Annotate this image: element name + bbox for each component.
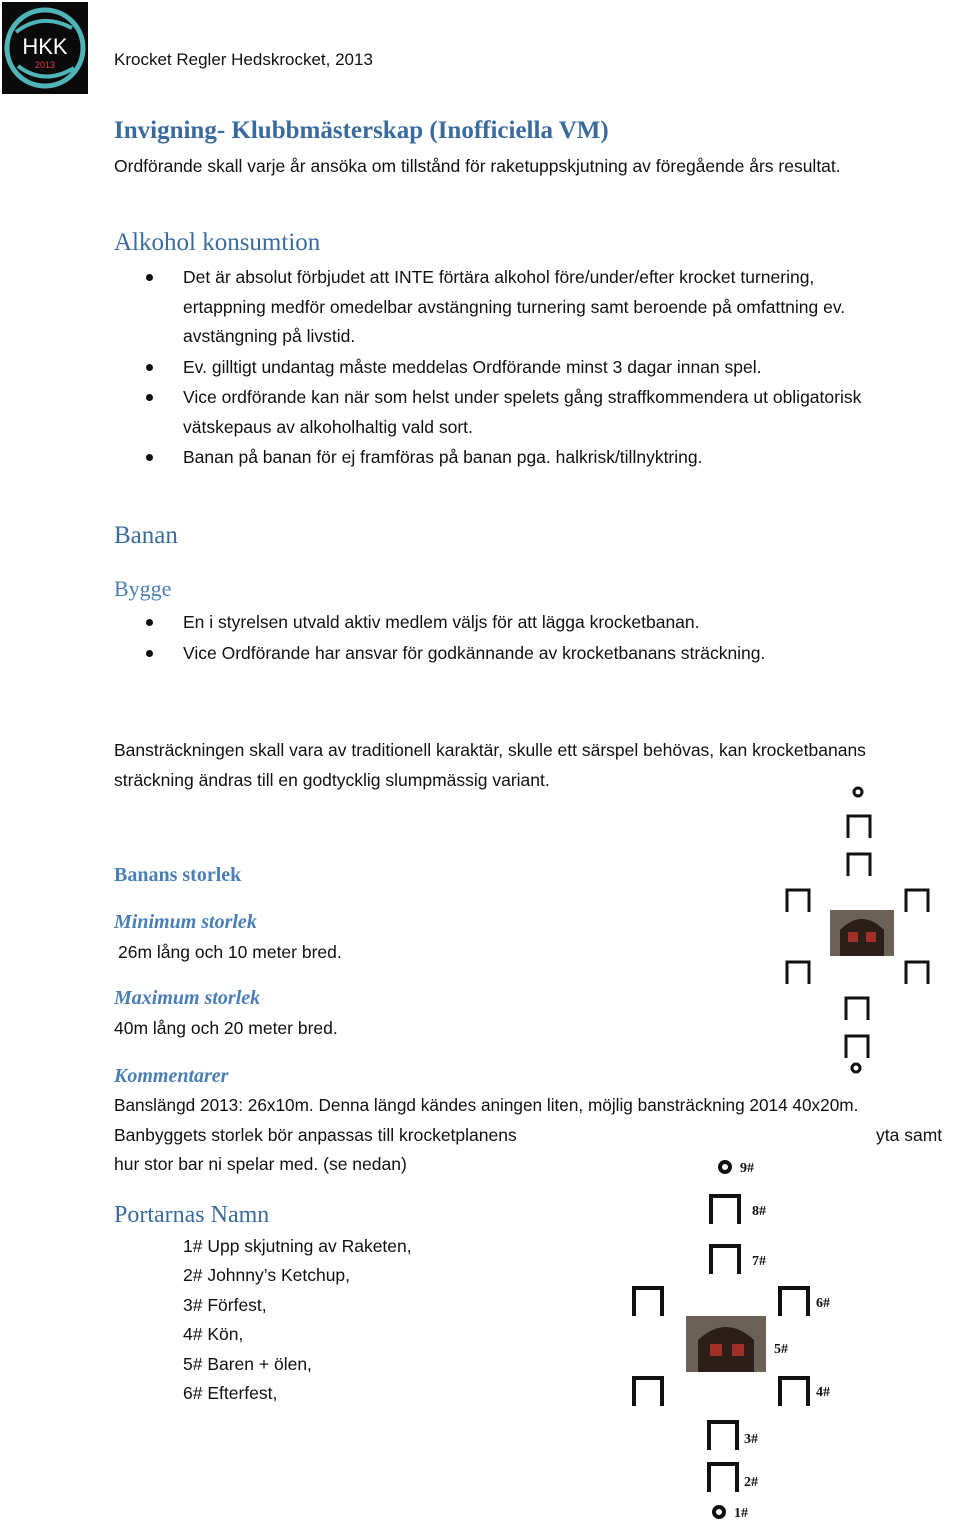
hoop-label-8: 8#: [752, 1204, 766, 1219]
hoop-icon: [711, 1196, 739, 1224]
hoop-icon: [780, 1288, 808, 1316]
max-storlek-text: 40m lång och 20 meter bred.: [114, 1018, 338, 1038]
hoop-icon: [709, 1464, 737, 1492]
stake-icon: [854, 788, 862, 796]
bullet-dot: [146, 619, 153, 626]
bullet-dot: [146, 394, 153, 401]
min-storlek-heading: Minimum storlek: [114, 911, 257, 933]
invigning-heading: Invigning- Klubbmästerskap (Inofficiella VM): [114, 117, 609, 144]
course-diagram-small: [770, 780, 950, 1080]
bullet-dot: [146, 650, 153, 657]
alkohol-heading: Alkohol konsumtion: [114, 229, 321, 256]
kommentarer-line-3: hur stor bar ni spelar med. (se nedan): [114, 1154, 407, 1174]
stake-icon: [714, 1507, 724, 1517]
alkohol-bullet-3-line-2: vätskepaus av alkoholhaltig vald sort.: [183, 417, 473, 437]
bullet-dot: [146, 364, 153, 371]
stake-icon: [720, 1162, 730, 1172]
kommentarer-line-2b: yta samt: [876, 1125, 943, 1145]
hoop-icon: [906, 962, 928, 984]
hoop-icon: [711, 1246, 739, 1274]
banan-paragraph-line-1: Bansträckningen skall vara av traditionell karaktär, skulle ett särspel behövas, kan krocketbanans: [114, 740, 866, 760]
alkohol-bullet-2: Ev. gilltigt undantag måste meddelas Ordförande minst 3 dagar innan spel.: [183, 357, 762, 377]
course-diagram-numbered: [610, 1150, 870, 1520]
logo-year: 2013: [34, 60, 56, 70]
hoop-label-2: 2#: [744, 1475, 758, 1490]
hoop-icon: [848, 816, 870, 838]
alkohol-bullet-1-line-2: ertappning medför omedelbar avstängning turnering samt beroende på omfattning ev.: [183, 297, 846, 317]
hoop-icon: [787, 962, 809, 984]
port-item: 3# Förfest,: [183, 1295, 267, 1315]
stake-icon: [852, 1064, 860, 1072]
kommentarer-heading: Kommentarer: [114, 1065, 229, 1087]
hoop-label-4: 4#: [816, 1385, 830, 1400]
alkohol-bullet-1-line-3: avstängning på livstid.: [183, 326, 356, 346]
hoop-icon: [848, 854, 870, 876]
document-header-title: Krocket Regler Hedskrocket, 2013: [114, 50, 373, 69]
logo-text: HKK: [22, 34, 68, 59]
bygge-bullet-1: En i styrelsen utvald aktiv medlem väljs för att lägga krocketbanan.: [183, 612, 700, 632]
hoop-icon: [780, 1378, 808, 1406]
bygge-heading: Bygge: [114, 576, 172, 601]
storlek-heading: Banans storlek: [114, 864, 242, 886]
port-item: 2# Johnny’s Ketchup,: [183, 1265, 351, 1285]
hoop-icon: [846, 998, 868, 1020]
hoop-label-6: 6#: [816, 1296, 830, 1311]
hoop-icon: [634, 1288, 662, 1316]
bar-photo-icon: [686, 1316, 766, 1372]
kommentarer-line-1: Banslängd 2013: 26x10m. Denna längd kändes aningen liten, möjlig bansträckning 2014 40x20m.: [114, 1095, 859, 1115]
portar-heading: Portarnas Namn: [114, 1202, 270, 1228]
hoop-icon: [846, 1036, 868, 1058]
bullet-dot: [146, 454, 153, 461]
hoop-label-3: 3#: [744, 1432, 758, 1447]
min-storlek-text: 26m lång och 10 meter bred.: [118, 942, 342, 962]
hoop-label-5: 5#: [774, 1342, 788, 1357]
club-logo: [2, 2, 88, 94]
hoop-icon: [787, 890, 809, 912]
alkohol-bullet-3-line-1: Vice ordförande kan när som helst under spelets gång straffkommendera ut obligatorisk: [183, 387, 862, 407]
hoop-label-1: 1#: [734, 1506, 748, 1520]
hoop-label-9: 9#: [740, 1161, 754, 1176]
alkohol-bullet-1-line-1: Det är absolut förbjudet att INTE förtära alkohol före/under/efter krocket turnering,: [183, 267, 815, 287]
port-item: 4# Kön,: [183, 1324, 244, 1344]
kommentarer-line-2a: Banbyggets storlek bör anpassas till krocketplanens: [114, 1125, 517, 1145]
hoop-icon: [906, 890, 928, 912]
bygge-bullet-2: Vice Ordförande har ansvar för godkännande av krocketbanans sträckning.: [183, 643, 766, 663]
banan-paragraph-line-2: sträckning ändras till en godtycklig slumpmässig variant.: [114, 770, 550, 790]
bar-photo-icon: [830, 910, 894, 956]
invigning-text: Ordförande skall varje år ansöka om tillstånd för raketuppskjutning av föregående års resultat.: [114, 156, 841, 176]
hoop-icon: [709, 1422, 737, 1450]
port-item: 6# Efterfest,: [183, 1383, 278, 1403]
hoop-label-7: 7#: [752, 1254, 766, 1269]
banan-heading: Banan: [114, 522, 178, 549]
port-item: 5# Baren + ölen,: [183, 1354, 312, 1374]
alkohol-bullet-4: Banan på banan för ej framföras på banan pga. halkrisk/tillnyktring.: [183, 447, 703, 467]
bullet-dot: [146, 274, 153, 281]
max-storlek-heading: Maximum storlek: [114, 987, 261, 1009]
port-item: 1# Upp skjutning av Raketen,: [183, 1236, 412, 1256]
hoop-icon: [634, 1378, 662, 1406]
